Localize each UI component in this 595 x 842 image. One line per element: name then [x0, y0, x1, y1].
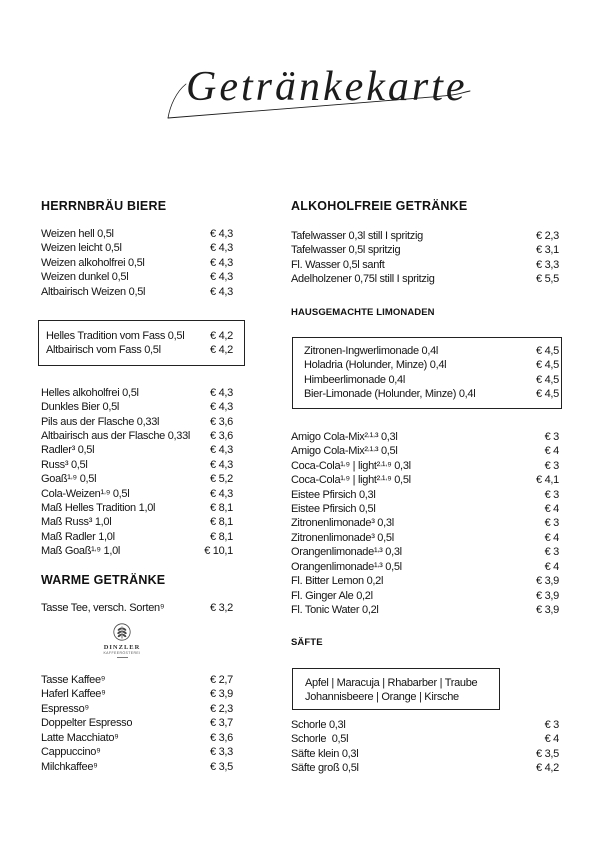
menu-item — [46, 329, 233, 344]
menu-item — [41, 745, 233, 760]
item-name: Fl. Tonic Water 0,2l — [291, 604, 379, 617]
item-price: € 3,3 — [536, 258, 559, 271]
item-price: € 3,9 — [210, 688, 233, 701]
item-price: € 4 — [544, 502, 559, 515]
item-name: Eistee Pfirsich 0,3l — [291, 488, 376, 501]
item-name: Weizen alkoholfrei 0,5l — [41, 256, 145, 269]
item-name: Zitronen-Ingwerlimonade 0,4l — [304, 344, 439, 357]
menu-item — [41, 601, 233, 616]
item-price: € 4,3 — [210, 256, 233, 269]
item-price: € 5,2 — [210, 473, 233, 486]
item-name: Tafelwasser 0,5l spritzig — [291, 244, 401, 257]
item-price: € 3 — [544, 488, 559, 501]
item-name: Milchkaffee⁹ — [41, 760, 98, 773]
menu-item — [41, 415, 233, 429]
item-name: Helles alkoholfrei 0,5l — [41, 386, 139, 399]
item-price: € 4,2 — [536, 762, 559, 775]
item-price: € 4 — [544, 733, 559, 746]
menu-item — [41, 472, 233, 486]
item-name: Säfte groß 0,5l — [291, 762, 359, 775]
item-price: € 3,5 — [210, 760, 233, 773]
item-price: € 3,1 — [536, 244, 559, 257]
item-name: Latte Macchiato⁹ — [41, 731, 119, 744]
item-name: Orangenlimonade¹,³ 0,3l — [291, 544, 402, 559]
item-name: Eistee Pfirsich 0,5l — [291, 502, 376, 515]
item-price: € 10,1 — [204, 545, 233, 558]
juice-list — [291, 718, 559, 776]
water-list — [291, 229, 559, 287]
item-price: € 3,3 — [210, 746, 233, 759]
menu-item — [291, 560, 559, 574]
item-price: € 4,3 — [210, 401, 233, 414]
item-name: Maß Russ³ 1,0l — [41, 516, 112, 529]
item-name: Säfte klein 0,3l — [291, 747, 359, 760]
menu-item — [41, 285, 233, 300]
menu-item — [291, 718, 559, 733]
menu-item — [291, 243, 559, 258]
item-name: Russ³ 0,5l — [41, 458, 88, 471]
menu-item — [291, 258, 559, 273]
menu-item — [291, 589, 559, 603]
item-name: Zitronenlimonade³ 0,5l — [291, 531, 394, 544]
item-price: € 2,3 — [210, 702, 233, 715]
item-name: Cappuccino⁹ — [41, 746, 101, 759]
item-price: € 5,5 — [536, 273, 559, 286]
item-name: Dunkles Bier 0,5l — [41, 401, 120, 414]
soft-more-list — [291, 430, 559, 618]
item-name: Amigo Cola-Mix²,¹,³ 0,5l — [291, 443, 398, 458]
menu-item — [41, 458, 233, 472]
menu-item — [291, 473, 559, 487]
item-name: Maß Radler 1,0l — [41, 530, 115, 543]
item-name: Altbairisch Weizen 0,5l — [41, 285, 146, 298]
item-price: € 4,3 — [210, 227, 233, 240]
menu-item — [41, 386, 233, 400]
menu-item — [46, 343, 233, 358]
item-price: € 4 — [544, 531, 559, 544]
item-price: € 2,7 — [210, 673, 233, 686]
menu-item — [291, 761, 559, 776]
menu-item — [304, 373, 559, 387]
item-price: € 3 — [544, 517, 559, 530]
menu-item — [41, 270, 233, 285]
item-price: € 4 — [544, 560, 559, 573]
warm-heading: WARME GETRÄNKE — [41, 573, 166, 587]
menu-item — [291, 502, 559, 516]
menu-item — [41, 256, 233, 271]
beer-tap-box — [38, 320, 245, 366]
logo-divider — [117, 657, 128, 658]
item-price: € 3,6 — [210, 415, 233, 428]
item-name: Espresso⁹ — [41, 702, 89, 715]
menu-item — [291, 545, 559, 559]
item-price: € 3 — [544, 459, 559, 472]
item-name: Adelholzener 0,75l still I spritzig — [291, 273, 435, 286]
menu-item — [41, 429, 233, 443]
item-name: Weizen hell 0,5l — [41, 227, 114, 240]
item-price: € 8,1 — [210, 501, 233, 514]
item-name: Coca-Cola¹,⁹ | light²,¹,⁹ 0,5l — [291, 472, 411, 487]
lemonade-list — [304, 344, 559, 402]
menu-item — [41, 544, 233, 558]
item-price: € 3,2 — [210, 601, 233, 614]
item-name: Schorle 0,5l — [291, 733, 349, 746]
menu-item — [304, 344, 559, 358]
item-name: Himbeerlimonade 0,4l — [304, 373, 405, 386]
menu-item — [41, 673, 233, 688]
soft-drinks-heading: ALKOHOLFREIE GETRÄNKE — [291, 199, 468, 213]
item-price: € 3,9 — [536, 604, 559, 617]
menu-item — [291, 574, 559, 588]
menu-item — [291, 444, 559, 458]
item-name: Altbairisch aus der Flasche 0,33l — [41, 429, 191, 442]
logo-name: DINZLER — [103, 644, 141, 651]
item-price: € 4 — [544, 445, 559, 458]
menu-item — [41, 731, 233, 746]
item-price: € 3 — [544, 718, 559, 731]
menu-item — [41, 227, 233, 242]
item-name: Coca-Cola¹,⁹ | light²,¹,⁹ 0,3l — [291, 458, 411, 472]
item-name: Holadria (Holunder, Minze) 0,4l — [304, 359, 447, 372]
menu-item — [305, 676, 495, 690]
juice-heading: SÄFTE — [291, 637, 323, 648]
beer-tap-list — [46, 329, 233, 358]
item-name: Haferl Kaffee⁹ — [41, 688, 106, 701]
item-price: € 3,5 — [536, 747, 559, 760]
menu-item — [291, 272, 559, 287]
menu-item — [304, 387, 559, 401]
menu-item — [41, 501, 233, 515]
menu-item — [41, 443, 233, 457]
item-price: € 3,6 — [210, 731, 233, 744]
item-name: Bier-Limonade (Holunder, Minze) 0,4l — [304, 387, 476, 400]
item-name: Orangenlimonade¹,³ 0,5l — [291, 559, 402, 573]
juice-varieties-list — [305, 676, 495, 704]
item-price: € 4,3 — [210, 271, 233, 284]
menu-item — [41, 716, 233, 731]
menu-item — [291, 488, 559, 502]
item-price: € 3,9 — [536, 589, 559, 602]
item-name: Schorle 0,3l — [291, 718, 346, 731]
menu-item — [41, 515, 233, 529]
item-name: Goaß¹,⁹ 0,5l — [41, 471, 97, 486]
item-name: Weizen leicht 0,5l — [41, 242, 122, 255]
tea-list — [41, 601, 233, 616]
menu-item — [291, 603, 559, 617]
item-price: € 3,6 — [210, 429, 233, 442]
item-price: € 4,5 — [536, 344, 559, 357]
item-price: € 4,3 — [210, 444, 233, 457]
item-price: € 4,2 — [210, 329, 233, 342]
item-name: Doppelter Espresso — [41, 717, 133, 730]
menu-item — [41, 400, 233, 414]
beer-more-list — [41, 386, 233, 559]
item-name: Amigo Cola-Mix²,¹,³ 0,3l — [291, 429, 398, 443]
item-price: € 3 — [544, 430, 559, 443]
beer-list — [41, 227, 233, 300]
juice-varieties-box — [292, 668, 500, 710]
item-name: Maß Goaß¹,⁹ 1,0l — [41, 543, 121, 558]
item-price: € 4,2 — [210, 344, 233, 357]
menu-item — [304, 358, 559, 372]
menu-item — [291, 516, 559, 530]
item-name: Fl. Ginger Ale 0,2l — [291, 589, 373, 602]
item-name: Fl. Wasser 0,5l sanft — [291, 258, 385, 271]
item-name: Maß Helles Tradition 1,0l — [41, 501, 156, 514]
menu-item — [41, 530, 233, 544]
item-name: Weizen dunkel 0,5l — [41, 271, 129, 284]
menu-item — [291, 531, 559, 545]
menu-item — [291, 459, 559, 473]
menu-item — [41, 487, 233, 501]
item-price: € 4,3 — [210, 386, 233, 399]
item-name: Zitronenlimonade³ 0,3l — [291, 517, 394, 530]
item-name: Johannisbeere | Orange | Kirsche — [305, 691, 459, 703]
dinzler-logo — [92, 622, 152, 664]
menu-item — [291, 430, 559, 444]
menu-item — [41, 241, 233, 256]
item-price: € 4,3 — [210, 242, 233, 255]
item-price: € 3,7 — [210, 717, 233, 730]
item-name: Cola-Weizen¹,⁹ 0,5l — [41, 486, 130, 500]
item-name: Apfel | Maracuja | Rhabarber | Traube — [305, 677, 478, 689]
menu-item — [41, 760, 233, 775]
menu-item — [291, 732, 559, 747]
item-price: € 4,3 — [210, 458, 233, 471]
item-price: € 3 — [544, 546, 559, 559]
item-price: € 4,3 — [210, 285, 233, 298]
item-price: € 3,9 — [536, 575, 559, 588]
menu-item — [291, 229, 559, 244]
menu-title: Getränkekarte — [186, 64, 468, 110]
item-price: € 4,5 — [536, 373, 559, 386]
item-price: € 8,1 — [210, 516, 233, 529]
lemonade-heading: HAUSGEMACHTE LIMONADEN — [291, 307, 435, 318]
menu-item — [41, 702, 233, 717]
item-name: Altbairisch vom Fass 0,5l — [46, 344, 161, 357]
item-name: Tasse Kaffee⁹ — [41, 673, 106, 686]
logo-tagline: KAFFEERÖSTEREI — [103, 651, 141, 655]
lemonade-box — [292, 337, 562, 409]
menu-item — [305, 690, 495, 704]
item-name: Fl. Bitter Lemon 0,2l — [291, 575, 384, 588]
item-name: Pils aus der Flasche 0,33l — [41, 415, 160, 428]
item-price: € 4,3 — [210, 487, 233, 500]
item-name: Tafelwasser 0,3l still I spritzig — [291, 229, 423, 242]
item-name: Tasse Tee, versch. Sorten⁹ — [41, 601, 165, 614]
item-price: € 8,1 — [210, 530, 233, 543]
item-name: Radler³ 0,5l — [41, 444, 95, 457]
item-price: € 4,5 — [536, 387, 559, 400]
item-price: € 4,5 — [536, 359, 559, 372]
beer-heading: HERRNBRÄU BIERE — [41, 199, 167, 213]
coffee-plant-icon — [112, 622, 132, 642]
menu-item — [291, 747, 559, 762]
coffee-list — [41, 673, 233, 775]
menu-item — [41, 687, 233, 702]
item-price: € 2,3 — [536, 229, 559, 242]
item-price: € 4,1 — [536, 474, 559, 487]
item-name: Helles Tradition vom Fass 0,5l — [46, 329, 185, 342]
